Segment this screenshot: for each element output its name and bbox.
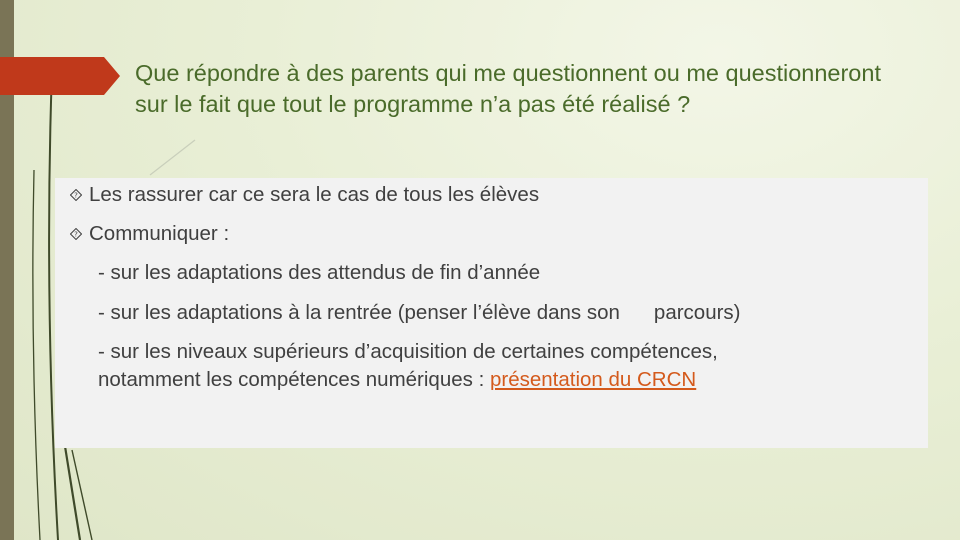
sub-item-numeriques [98,368,696,392]
sub-item-text-end: parcours) [653,301,741,324]
bullet-item-reassure [70,183,539,207]
bullet-text: Communiquer : [89,222,230,245]
title-accent-tab [0,57,120,95]
svg-text:?: ? [74,191,78,200]
sub-item-text: notamment les compétences numériques : [98,368,490,391]
svg-text:?: ? [74,230,78,239]
diamond-question-icon [70,189,82,201]
sub-item-niveaux: - sur les niveaux supérieurs d’acquisition de certaines compétences, [98,340,718,363]
sub-item-rentree [98,301,741,325]
sub-item-text: - sur les adaptations à la rentrée (penser l’élève dans son [98,301,620,324]
slide-title: Que répondre à des parents qui me questionnent ou me questionneront sur le fait que tout le programme n’a pas été réalisé ? [135,60,881,117]
diamond-question-icon [70,228,82,240]
crcn-presentation-link[interactable]: présentation du CRCN [489,368,697,391]
sub-item-attendus: - sur les adaptations des attendus de fin d’année [98,261,541,284]
bullet-text: Les rassurer car ce sera le cas de tous les élèves [89,183,540,206]
bullet-item-communicate [70,222,229,246]
